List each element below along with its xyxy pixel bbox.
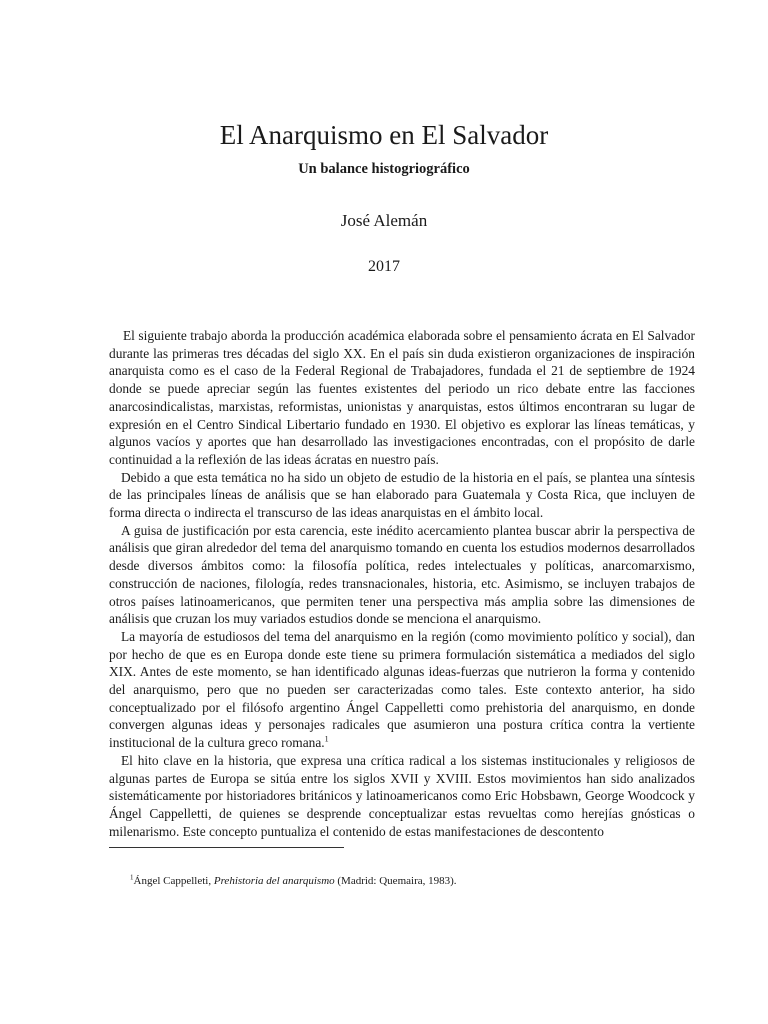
paragraph-4 [109,628,695,752]
body-text [109,327,695,840]
paragraph-1: El siguiente trabajo aborda la producción académica elaborada sobre el pensamiento ácrata en El Salvador durante las primeras tres décadas del siglo XX. En el país sin duda existieron organizaciones de inspiración anarquista como es el caso de la Federal Regional de Trabajadores, fundada el 21 de septiembre de 1924 donde se puede apreciar según las fuentes existentes del periodo un rico debate entre las facciones anarcosindicalistas, marxistas, reformistas, unionistas y anarquistas, estos últimos encontraran su lugar de expresión en el Centro Sindical Libertario fundado en 1930. El objetivo es explorar las líneas temáticas, y algunos vacíos y aportes que han desarrollado las investigaciones encontradas, con el propósito de darle continuidad a la reflexión de las ideas ácratas en nuestro país. [109,328,695,467]
footnote-reference[interactable]: 1 [324,734,329,744]
paragraph-2: Debido a que esta temática no ha sido un objeto de estudio de la historia en el país, se plantea una síntesis de las principales líneas de análisis que se han elaborado para Guatemala y Costa Rica, que incluyen de forma directa o indirecta el transcurso de las ideas anarquistas en el ámbito local. [109,469,695,521]
paragraph-4-text: La mayoría de estudiosos del tema del anarquismo en la región (como movimiento político y social), dan por hecho de que es en Europa donde este tiene su primera formulación sistemática a mediados del siglo XIX. Antes de este momento, se han identificado algunas ideas-fuerzas que nutrieron la forma y contenido del anarquismo, pero que no pueden ser caracterizadas como tales. Este contexto anterior, ha sido conceptualizado por el filósofo argentino Ángel Cappelletti como prehistoria del anarquismo, en donde convergen algunas ideas y personajes radicales que asumieron una postura crítica contra la vertiente institucional de la cultura greco romana. [109,628,695,751]
document-subtitle: Un balance histogriográfico [298,161,470,177]
footnote-work-title: Prehistoria del anarquismo [213,875,335,887]
footnote-number: 1 [130,873,134,882]
footnote-divider [109,847,344,848]
publication-year: 2017 [368,258,400,275]
document-title: El Anarquismo en El Salvador [219,120,549,150]
paragraph-5: El hito clave en la historia, que expresa una crítica radical a los sistemas institucionales y religiosos de algunas partes de Europa se sitúa entre los siglos XVII y XVIII. Estos movimientos han sido analizados sistemáticamente por historiadores británicos y latinoamericanos como Eric Hobsbawn, George Woodcock y Ángel Cappelletti, de quienes se desprende conceptualizar estas revueltas como herejías gnósticas o milenarismo. Este concepto puntualiza el contenido de estas manifestaciones de descontento [109,752,695,839]
footnote [130,874,690,889]
author-name: José Alemán [340,211,428,230]
paragraph-3: A guisa de justificación por esta carencia, este inédito acercamiento plantea buscar abrir la perspectiva de análisis que giran alrededor del tema del anarquismo tomando en cuenta los estudios modernos desarrollados desde diversos ámbitos como: la filosofía política, redes intelectuales y políticas, anarcomarxismo, construcción de naciones, filología, redes transnacionales, historia, etc. Asimismo, se incluyen trabajos de otros países latinoamericanos, que permiten tener una perspectiva más amplia sobre las dimensiones de análisis que cruzan los muy variados estudios donde se menciona el anarquismo. [109,522,695,627]
footnote-author: Ángel Cappelleti, [133,875,214,887]
footnote-publication: (Madrid: Quemaira, 1983). [334,875,457,887]
